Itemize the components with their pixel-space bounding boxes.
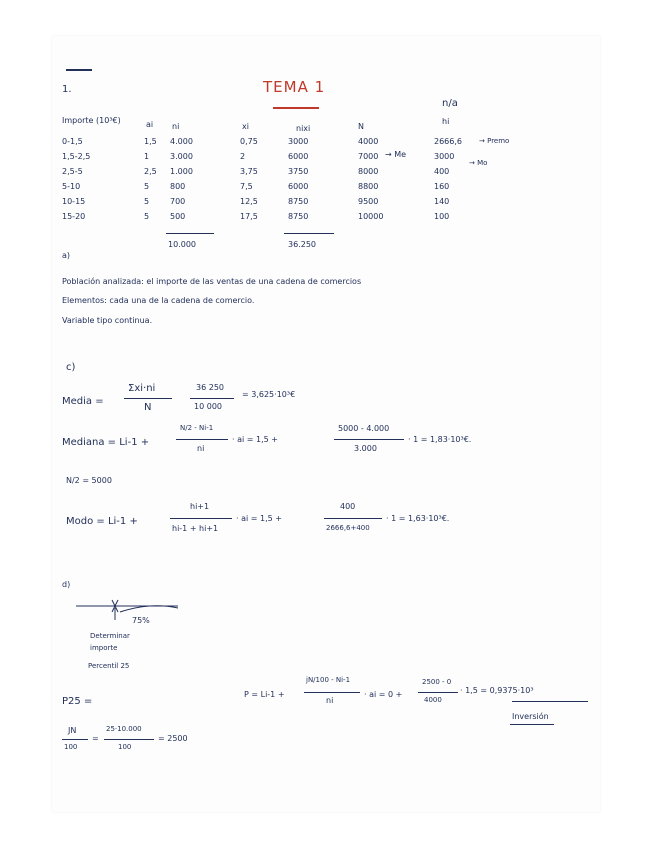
total-n: 10.000 — [168, 240, 196, 249]
total-nx: 36.250 — [288, 240, 316, 249]
media-result: = 3,625·10³€ — [242, 390, 296, 399]
top-mark — [66, 69, 92, 71]
poblacion-text: Población analizada: el importe de las ventas de una cadena de comercios — [62, 277, 362, 286]
formula-den2: 4000 — [424, 696, 442, 704]
table-cell-interval: 0-1,5 — [62, 137, 83, 146]
note-importe: importe — [90, 644, 118, 652]
table-cell-a: 5 — [144, 212, 150, 221]
modo-mid: · ai = 1,5 + — [236, 514, 282, 523]
table-cell-interval: 5-10 — [62, 182, 81, 191]
right-header-hi: hi — [442, 117, 450, 126]
total-line-n — [166, 233, 214, 234]
table-cell-nx: 6000 — [288, 182, 309, 191]
table-cell-h: 140 — [434, 197, 450, 206]
col-header-xi: xi — [242, 122, 249, 131]
table-cell-x: 3,75 — [240, 167, 258, 176]
mediana-label: Mediana = Li-1 + — [62, 437, 150, 448]
table-cell-h: 160 — [434, 182, 450, 191]
elementos-text: Elementos: cada una de la cadena de comercio. — [62, 296, 255, 305]
table-cell-h: 400 — [434, 167, 450, 176]
modo-den: hi-1 + hi+1 — [172, 524, 219, 533]
media-den: N — [144, 402, 152, 413]
formula-bar — [304, 692, 360, 693]
table-cell-n: 3.000 — [170, 152, 193, 161]
media-label: Media = — [62, 396, 104, 407]
p25-label: P25 = — [62, 696, 93, 707]
modo-label: Modo = Li-1 + — [66, 516, 138, 527]
jn-den: 100 — [64, 743, 78, 751]
section-d-label: d) — [62, 580, 71, 589]
table-cell-h: 100 — [434, 212, 450, 221]
note-underline — [510, 724, 554, 725]
jn-result: = 2500 — [158, 734, 188, 743]
table-cell-interval: 2,5-5 — [62, 167, 83, 176]
notebook-page — [52, 36, 600, 812]
table-cell-N: 7000 — [358, 152, 379, 161]
pct-75: 75% — [132, 616, 150, 625]
result-underline — [512, 701, 588, 702]
table-cell-n: 500 — [170, 212, 186, 221]
mediana-result: · 1 = 1,83·10³€. — [408, 435, 472, 444]
table-cell-a: 1,5 — [144, 137, 157, 146]
annot-mo: → Mo — [469, 159, 488, 167]
table-cell-nx: 6000 — [288, 152, 309, 161]
section-c-label: c) — [66, 362, 76, 373]
table-cell-n: 4.000 — [170, 137, 193, 146]
mediana-bar — [176, 439, 228, 440]
media-bar2 — [190, 398, 234, 399]
note-determinar: Determinar — [90, 632, 130, 640]
mediana-den2: 3.000 — [354, 444, 377, 453]
title-underline — [273, 107, 319, 109]
table-cell-N: 4000 — [358, 137, 379, 146]
formula-result: · 1,5 = 0,9375·10³ — [460, 686, 534, 695]
formula-lead: P = Li-1 + — [244, 690, 285, 699]
mediana-mid: · ai = 1,5 + — [232, 435, 278, 444]
table-cell-interval: 10-15 — [62, 197, 86, 206]
modo-den2: 2666,6+400 — [326, 524, 370, 532]
jn-num2: 25·10.000 — [106, 725, 142, 733]
table-cell-nx: 8750 — [288, 197, 309, 206]
modo-bar — [170, 518, 232, 519]
formula-bar2 — [418, 692, 458, 693]
table-cell-x: 7,5 — [240, 182, 253, 191]
variable-text: Variable tipo continua. — [62, 316, 153, 325]
table-cell-nx: 3000 — [288, 137, 309, 146]
n-half: N/2 = 5000 — [66, 476, 112, 485]
table-cell-n: 800 — [170, 182, 186, 191]
mediana-num: N/2 - Ni-1 — [180, 424, 214, 432]
jn-mid: = — [92, 734, 99, 743]
jn-bar — [62, 739, 88, 740]
formula-mid: · ai = 0 + — [364, 690, 403, 699]
section-number: 1. — [62, 84, 72, 95]
media-num2: 36 250 — [196, 383, 224, 392]
col-header-nixi: nixi — [296, 124, 311, 133]
formula-den: ni — [326, 696, 334, 705]
table-cell-x: 2 — [240, 152, 246, 161]
mediana-den: ni — [197, 444, 205, 453]
col-header-ni: ni — [172, 122, 180, 131]
table-cell-N: 10000 — [358, 212, 384, 221]
table-cell-N: 9500 — [358, 197, 379, 206]
table-cell-a: 5 — [144, 197, 150, 206]
note-percentil: Percentil 25 — [88, 662, 130, 670]
col-header-N: N — [358, 122, 364, 131]
table-cell-N: 8000 — [358, 167, 379, 176]
table-cell-N: 8800 — [358, 182, 379, 191]
section-a-label: a) — [62, 251, 71, 260]
modo-num: hi+1 — [190, 502, 210, 511]
col-header-ai: ai — [146, 120, 154, 129]
formula-num: jN/100 - Ni-1 — [306, 676, 351, 684]
jn-bar2 — [104, 739, 154, 740]
mediana-num2: 5000 - 4.000 — [338, 424, 390, 433]
table-cell-a: 2,5 — [144, 167, 157, 176]
table-cell-x: 17,5 — [240, 212, 258, 221]
table-cell-x: 0,75 — [240, 137, 258, 146]
table-cell-x: 12,5 — [240, 197, 258, 206]
jn-den2: 100 — [118, 743, 132, 751]
table-cell-n: 700 — [170, 197, 186, 206]
modo-num2: 400 — [340, 502, 356, 511]
right-header-na: n/a — [442, 98, 458, 109]
jn-label: JN — [68, 726, 77, 735]
modo-result: · 1 = 1,63·10³€. — [386, 514, 450, 523]
media-den2: 10 000 — [194, 402, 222, 411]
table-cell-nx: 8750 — [288, 212, 309, 221]
formula-num2: 2500 - 0 — [422, 678, 452, 686]
modo-bar2 — [324, 518, 382, 519]
table-cell-n: 1.000 — [170, 167, 193, 176]
formula-note: Inversión — [512, 712, 549, 721]
table-cell-a: 5 — [144, 182, 150, 191]
table-cell-interval: 1,5-2,5 — [62, 152, 91, 161]
table-cell-nx: 3750 — [288, 167, 309, 176]
table-cell-h: 3000 — [434, 152, 455, 161]
mediana-bar2 — [334, 439, 404, 440]
media-bar — [124, 398, 172, 399]
total-line-nx — [284, 233, 334, 234]
page-title: TEMA 1 — [263, 78, 326, 96]
table-cell-a: 1 — [144, 152, 150, 161]
col-header-importe: Importe (10³€) — [62, 116, 121, 125]
table-cell-interval: 15-20 — [62, 212, 86, 221]
annot-me: → Me — [385, 150, 407, 159]
table-cell-h: 2666,6 — [434, 137, 462, 146]
annot-premo: → Premo — [479, 137, 510, 145]
media-num: Σxi·ni — [128, 383, 156, 394]
